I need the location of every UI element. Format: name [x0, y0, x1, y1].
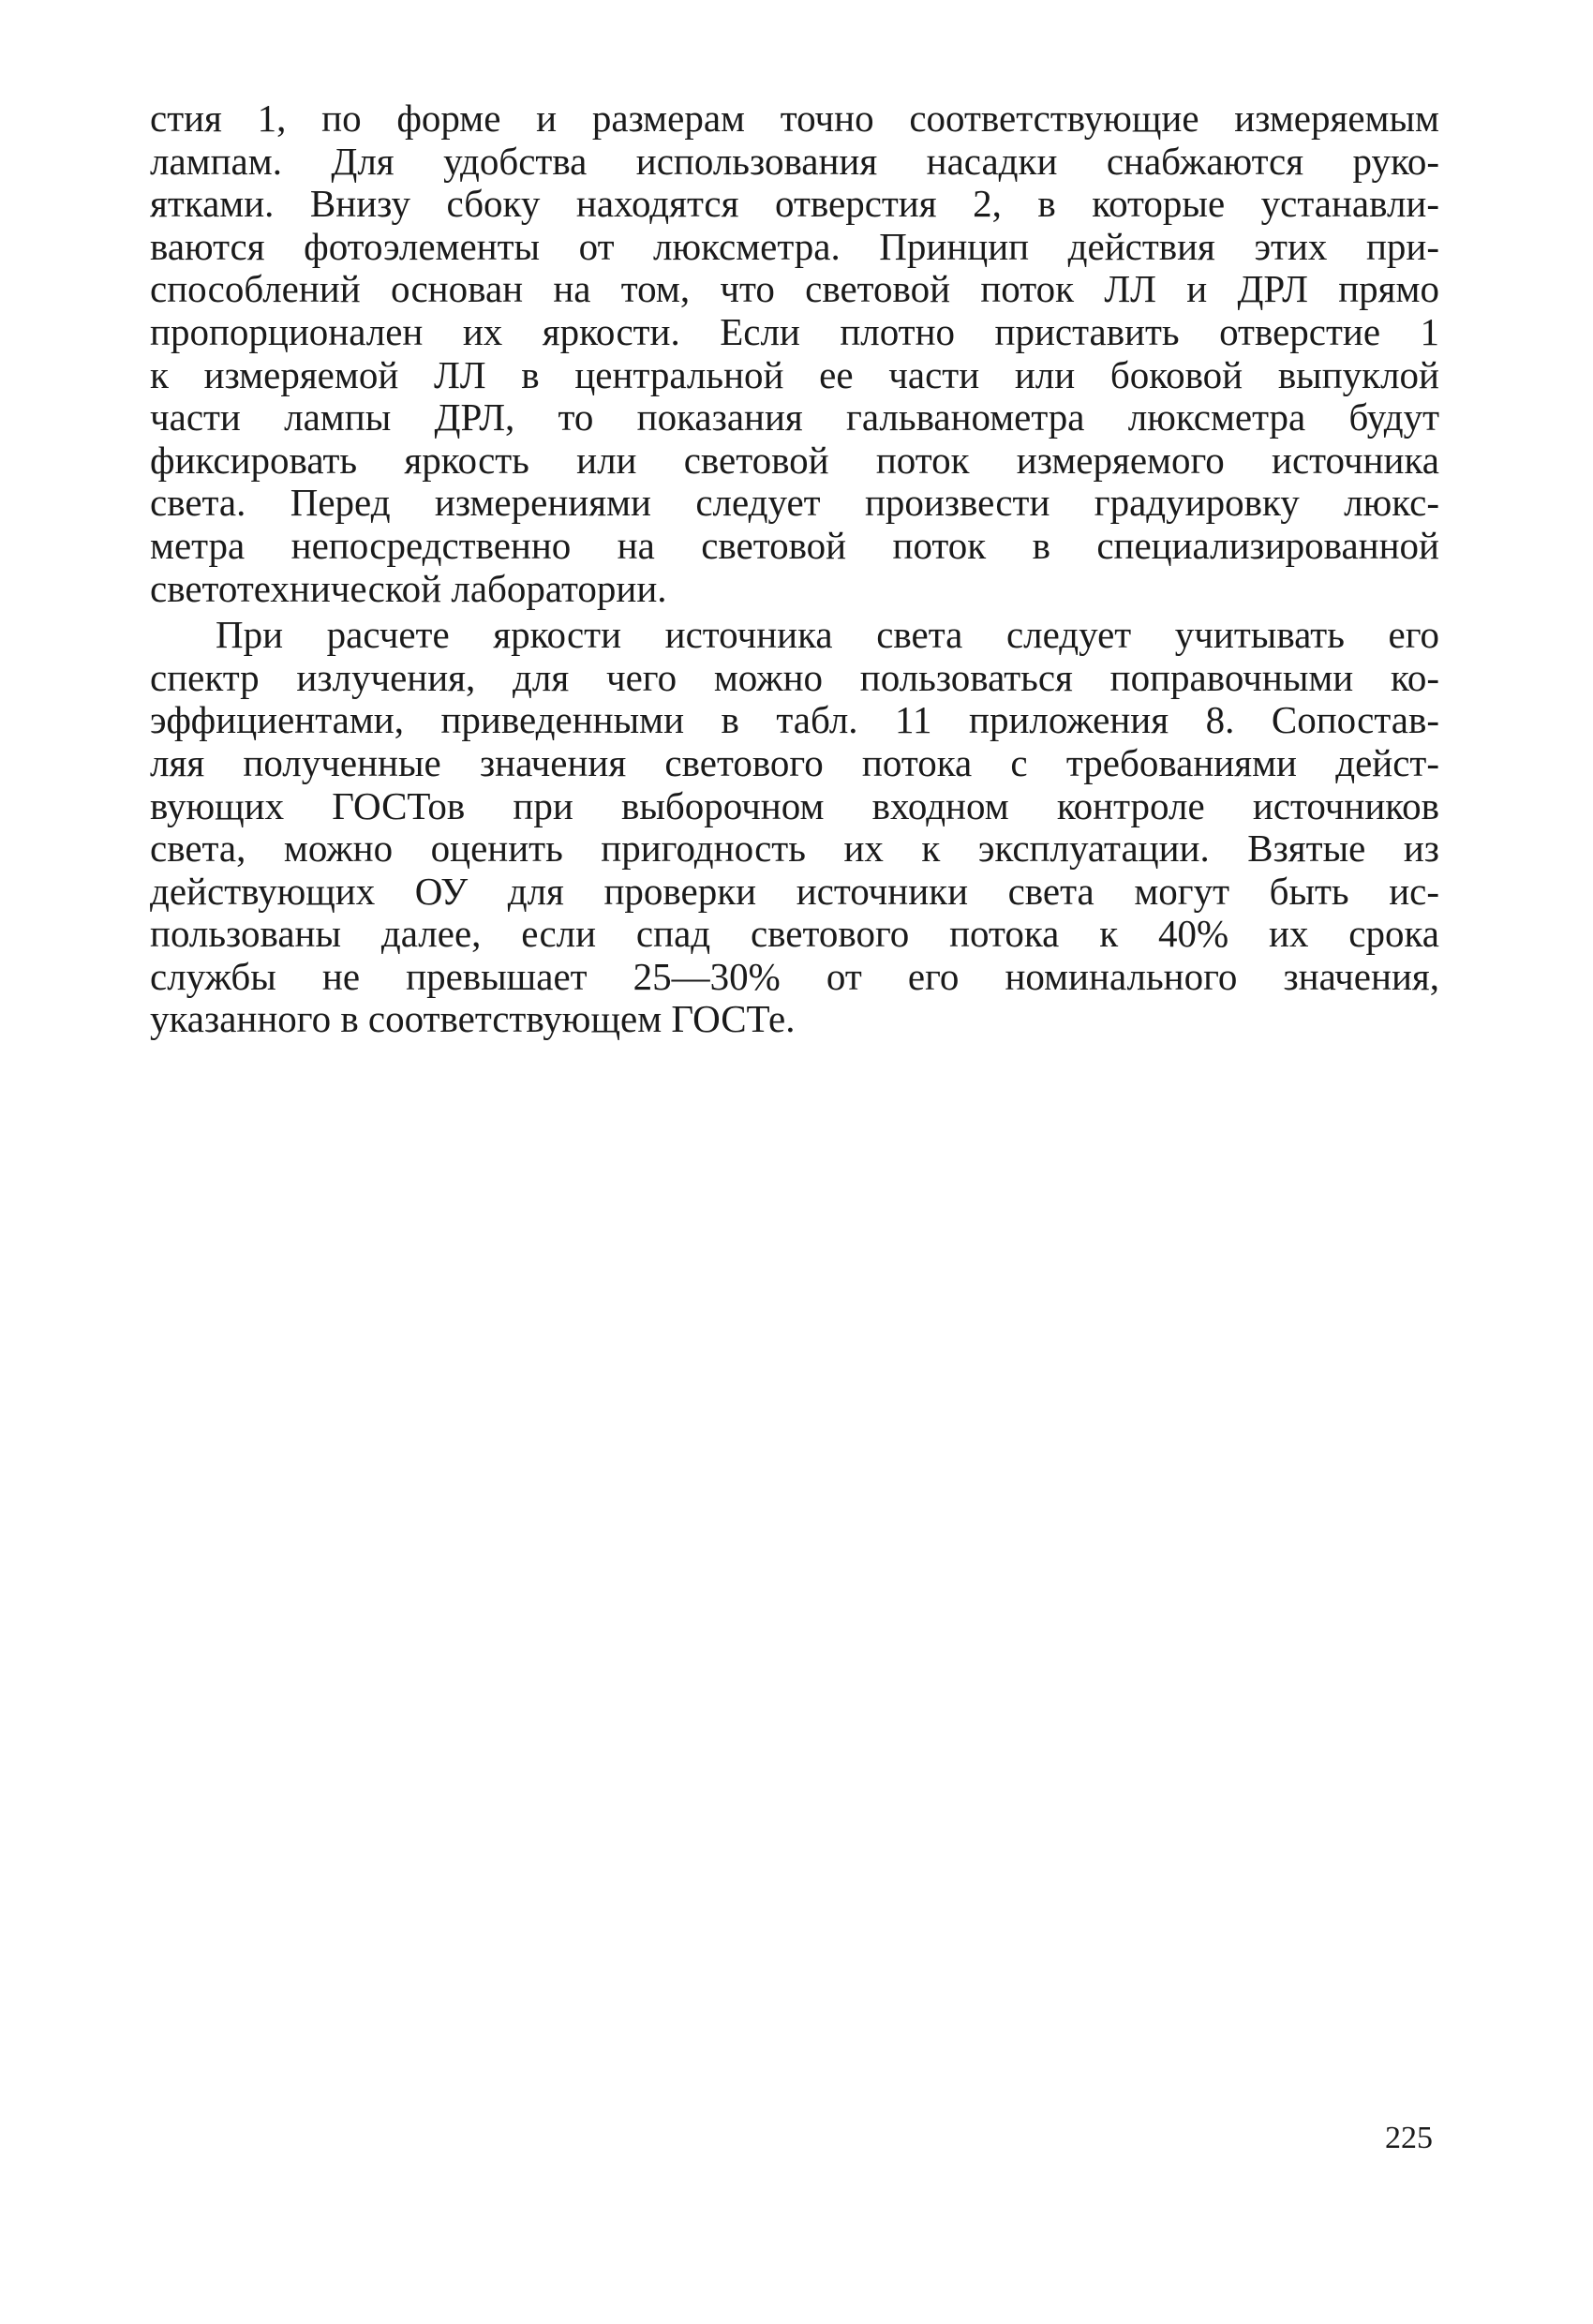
text-line: метра непосредственно на световой поток в специализированной	[150, 523, 1439, 567]
text-line: света. Перед измерениями следует произвести градуировку люкс-	[150, 481, 1439, 525]
text-line: к измеряемой ЛЛ в центральной ее части или боковой выпуклой	[150, 352, 1439, 396]
text-line: света, можно оценить пригодность их к эксплуатации. Взятые из	[150, 827, 1439, 871]
text-line: действующих ОУ для проверки источники света могут быть ис-	[150, 869, 1439, 913]
text-line: стия 1, по форме и размерам точно соответствующие измеряемым	[150, 97, 1439, 140]
text-line: пропорционален их яркости. Если плотно приставить отверстие 1	[150, 309, 1439, 353]
text-line: части лампы ДРЛ, то показания гальванометра люксметра будут	[150, 395, 1439, 439]
text-line: службы не превышает 25—30% от его номинального значения,	[150, 954, 1439, 998]
page-number: 225	[1385, 2121, 1433, 2155]
paragraph-1	[150, 97, 1439, 610]
text-line: эффициентами, приведенными в табл. 11 приложения 8. Сопостав-	[150, 698, 1439, 742]
text-line: ятками. Внизу сбоку находятся отверстия 2, в которые устанавли-	[150, 182, 1439, 226]
paragraph-2	[150, 614, 1439, 1041]
text-line: ваются фотоэлементы от люксметра. Принцип действия этих при-	[150, 224, 1439, 268]
text-line: ляя полученные значения светового потока с требованиями дейст-	[150, 740, 1439, 784]
text-line: спектр излучения, для чего можно пользоваться поправочными ко-	[150, 655, 1439, 699]
body-text	[150, 97, 1439, 1041]
text-line: При расчете яркости источника света следует учитывать его	[216, 613, 1439, 657]
text-line: указанного в соответствующем ГОСТе.	[150, 997, 796, 1041]
text-line: способлений основан на том, что световой поток ЛЛ и ДРЛ прямо	[150, 267, 1439, 311]
text-line: пользованы далее, если спад светового потока к 40% их срока	[150, 912, 1439, 956]
text-line: вующих ГОСТов при выборочном входном контроле источников	[150, 783, 1439, 827]
text-line: светотехнической лаборатории.	[150, 566, 667, 610]
text-line: фиксировать яркость или световой поток измеряемого источника	[150, 438, 1439, 482]
text-line: лампам. Для удобства использования насадки снабжаются руко-	[150, 139, 1439, 183]
